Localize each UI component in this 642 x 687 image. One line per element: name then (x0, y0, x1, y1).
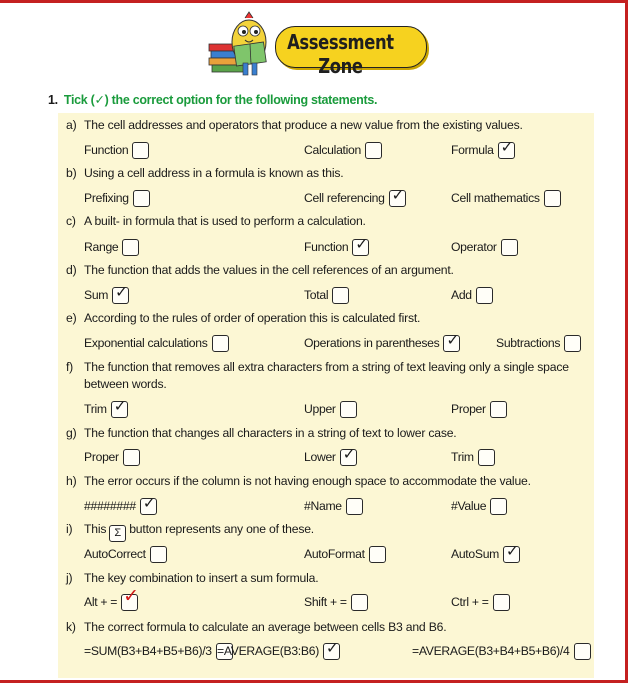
tick-mark-icon: ✓ (446, 330, 459, 349)
option-checkbox[interactable] (132, 142, 149, 159)
option-label: Sum (84, 288, 109, 302)
option-label: =AVERAGE(B3+B4+B5+B6)/4 (412, 644, 570, 658)
statement-label: g) (66, 426, 77, 440)
option-checkbox-checked[interactable] (111, 396, 128, 418)
option-label: ######## (84, 499, 136, 513)
statement-j (66, 570, 318, 587)
option-checkbox[interactable] (332, 287, 349, 304)
option-checkbox-checked[interactable] (112, 282, 129, 304)
option-label: Operator (451, 240, 497, 254)
option-checkbox[interactable] (351, 594, 368, 611)
option-checkbox-checked[interactable] (352, 234, 369, 256)
option-label: Ctrl + = (451, 595, 489, 609)
option-label: Subtractions (496, 336, 561, 350)
instruction-post: ) the correct option for the following statements. (104, 93, 378, 107)
option-checkbox[interactable] (346, 498, 363, 515)
tick-mark-icon: ✓ (325, 638, 339, 657)
statement-text: button represents any one of these. (129, 522, 314, 536)
option[interactable] (304, 496, 363, 516)
statement-text: The function that adds the values in the cell references of an argument. (84, 263, 454, 277)
statement-a (66, 117, 523, 134)
option-label: Function (84, 143, 129, 157)
option-label: Add (451, 288, 472, 302)
option-label: AutoFormat (304, 547, 365, 561)
option[interactable] (304, 544, 386, 564)
option-checkbox[interactable] (493, 594, 510, 611)
option-label: AutoSum (451, 547, 500, 561)
option-label: Cell mathematics (451, 191, 540, 205)
option-label: Total (304, 288, 329, 302)
option[interactable] (496, 333, 581, 353)
option[interactable] (451, 237, 518, 257)
option-label: Lower (304, 450, 336, 464)
option-checkbox[interactable] (212, 335, 229, 352)
statement-text: The function that changes all characters in a string of text to lower case. (84, 426, 457, 440)
statement-label: a) (66, 118, 77, 132)
statement-text: According to the rules of order of operation this is calculated first. (84, 311, 421, 325)
option-label: Range (84, 240, 119, 254)
option[interactable] (84, 584, 139, 612)
option-label: Operations in parentheses (304, 336, 440, 350)
statement-text: The key combination to insert a sum formula. (84, 571, 319, 585)
statement-i (66, 521, 314, 542)
option-label: Prefixing (84, 191, 129, 205)
option[interactable] (84, 641, 233, 661)
mascot-reading-books-icon (205, 4, 285, 84)
statement-label: f) (66, 360, 74, 374)
option-checkbox[interactable] (490, 498, 507, 515)
option[interactable] (84, 396, 128, 419)
statement-text: The error occurs if the column is not having enough space to accommodate the value. (84, 474, 531, 488)
assessment-banner (205, 4, 435, 84)
option[interactable] (304, 234, 369, 257)
statement-text: The cell addresses and operators that produce a new value from the existing values. (84, 118, 523, 132)
option-checkbox[interactable] (369, 546, 386, 563)
option[interactable] (304, 399, 357, 419)
option-checkbox[interactable] (501, 239, 518, 256)
statement-text: The function that removes all extra characters from a string of text leaving only a single space (84, 360, 569, 374)
tick-mark-icon: ✓ (113, 396, 126, 415)
tick-mark-icon: ✓ (391, 185, 404, 204)
statement-text: This (84, 522, 107, 536)
option-checkbox[interactable] (478, 449, 495, 466)
option-checkbox[interactable] (340, 401, 357, 418)
option-checkbox[interactable] (150, 546, 167, 563)
option[interactable] (451, 496, 507, 516)
option[interactable] (84, 140, 149, 160)
option[interactable] (84, 237, 139, 257)
statement-text: The correct formula to calculate an average between cells B3 and B6. (84, 620, 447, 634)
instruction-tick-symbol: ✓ (94, 93, 105, 107)
option-label: Shift + = (304, 595, 347, 609)
option-checkbox-checked[interactable] (323, 638, 340, 660)
option-checkbox[interactable] (564, 335, 581, 352)
option[interactable] (451, 285, 493, 305)
option[interactable] (451, 447, 495, 467)
statement-label: e) (66, 311, 77, 325)
statement-h (66, 473, 531, 490)
statement-label: k) (66, 620, 76, 634)
option-label: Alt + = (84, 595, 118, 609)
statement-label: b) (66, 166, 77, 180)
option-checkbox[interactable] (544, 190, 561, 207)
tick-mark-icon: ✓ (355, 234, 368, 253)
option[interactable] (304, 140, 382, 160)
option-checkbox-checked[interactable] (140, 493, 157, 515)
option[interactable] (84, 544, 167, 564)
option[interactable] (217, 638, 340, 661)
option-label: Exponential calculations (84, 336, 208, 350)
statement-label: h) (66, 474, 77, 488)
instruction-pre: Tick ( (63, 93, 95, 107)
option-checkbox-checked[interactable] (340, 444, 357, 466)
option[interactable] (84, 447, 140, 467)
option-checkbox[interactable] (133, 190, 150, 207)
option[interactable] (84, 282, 129, 305)
question-heading (48, 92, 377, 107)
tick-mark-icon: ✓ (115, 282, 128, 301)
option-checkbox[interactable] (574, 643, 591, 660)
option-checkbox-checked[interactable] (389, 185, 406, 207)
option[interactable] (304, 444, 357, 467)
option-checkbox[interactable] (490, 401, 507, 418)
tick-mark-icon: ✓ (342, 444, 355, 463)
option-label: Trim (451, 450, 474, 464)
option[interactable] (412, 641, 591, 661)
option-label: Upper (304, 402, 336, 416)
page-title: Assessment Zone (287, 30, 394, 78)
statement-label: j) (66, 571, 73, 585)
autosum-sigma-icon: Σ (109, 525, 126, 542)
option-label: =SUM(B3+B4+B5+B6)/3 (84, 644, 212, 658)
question-number: 1. (48, 93, 58, 107)
option[interactable] (304, 185, 406, 208)
option-checkbox-checked[interactable] (498, 137, 515, 159)
option[interactable] (304, 592, 368, 612)
statement-label: d) (66, 263, 77, 277)
statement-b (66, 165, 343, 182)
tick-mark-icon: ✓ (506, 541, 519, 560)
option[interactable] (451, 541, 520, 564)
option-label: #Name (304, 499, 342, 513)
statement-text: A built- in formula that is used to perform a calculation. (84, 214, 366, 228)
statement-c (66, 213, 366, 230)
option-label: Proper (84, 450, 119, 464)
option[interactable] (84, 333, 229, 353)
statement-k (66, 619, 446, 636)
option-label: Formula (451, 143, 494, 157)
option-label: Calculation (304, 143, 361, 157)
option[interactable] (304, 330, 460, 353)
option-label: Proper (451, 402, 486, 416)
option[interactable] (451, 137, 515, 160)
option-checkbox[interactable] (365, 142, 382, 159)
option-checkbox-checked[interactable] (443, 330, 460, 352)
option-label: Cell referencing (304, 191, 385, 205)
option[interactable] (451, 592, 510, 612)
statement-label: c) (66, 214, 76, 228)
statement-f (66, 359, 569, 393)
option-checkbox-checked[interactable] (121, 584, 139, 611)
option-label: =AVERAGE(B3:B6) (217, 644, 319, 658)
option[interactable] (84, 188, 150, 208)
option[interactable] (451, 399, 507, 419)
statement-text-continued: between words. (84, 377, 167, 391)
statement-d (66, 262, 454, 279)
option[interactable] (84, 493, 157, 516)
option-checkbox[interactable] (123, 449, 140, 466)
option[interactable] (304, 285, 349, 305)
option-label: AutoCorrect (84, 547, 146, 561)
statement-g (66, 425, 457, 442)
option-checkbox-checked[interactable] (503, 541, 520, 563)
statement-text: Using a cell address in a formula is known as this. (84, 166, 344, 180)
option[interactable] (451, 188, 561, 208)
option-label: Function (304, 240, 349, 254)
option-checkbox[interactable] (476, 287, 493, 304)
option-checkbox[interactable] (122, 239, 139, 256)
statement-label: i) (66, 522, 73, 536)
option-label: Trim (84, 402, 107, 416)
statement-e (66, 310, 420, 327)
red-tick-mark-icon: ✓ (123, 584, 139, 607)
option-label: #Value (451, 499, 487, 513)
tick-mark-icon: ✓ (142, 493, 156, 512)
tick-mark-icon: ✓ (500, 137, 513, 156)
